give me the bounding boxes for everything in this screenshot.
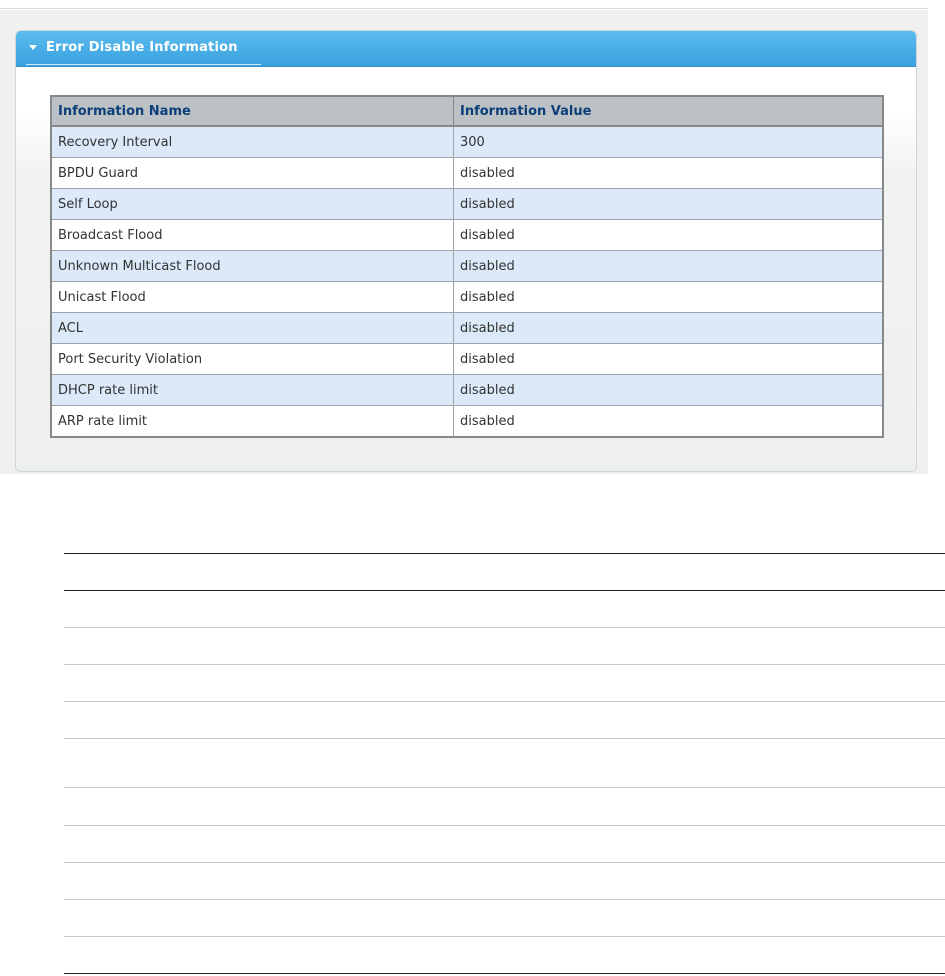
panel-title-underline: [26, 64, 261, 65]
rule-line: [64, 664, 945, 665]
info-name-cell: ACL: [51, 313, 454, 344]
rule-line: [64, 738, 945, 739]
panel-title: Error Disable Information: [46, 40, 238, 55]
column-header-name: Information Name: [51, 96, 454, 126]
table-row: [51, 158, 883, 189]
content-area: [0, 10, 928, 474]
info-name-cell: Unknown Multicast Flood: [51, 251, 454, 282]
table-row: [51, 220, 883, 251]
info-value-cell: disabled: [454, 344, 884, 375]
table-row: [51, 126, 883, 158]
rule-line: [64, 627, 945, 628]
info-value-cell: disabled: [454, 189, 884, 220]
rule-line: [64, 936, 945, 937]
info-name-cell: Broadcast Flood: [51, 220, 454, 251]
rule-line: [64, 590, 945, 591]
table-header-row: [51, 96, 883, 126]
rule-line: [64, 701, 945, 702]
info-value-cell: disabled: [454, 406, 884, 438]
info-value-cell: disabled: [454, 251, 884, 282]
info-value-cell: disabled: [454, 282, 884, 313]
table-row: [51, 251, 883, 282]
info-value-cell: disabled: [454, 220, 884, 251]
panel-header[interactable]: [16, 31, 916, 67]
table-row: [51, 344, 883, 375]
info-value-cell: disabled: [454, 375, 884, 406]
table-row: [51, 375, 883, 406]
info-name-cell: DHCP rate limit: [51, 375, 454, 406]
table-row: [51, 189, 883, 220]
info-value-cell: disabled: [454, 158, 884, 189]
error-disable-panel: [15, 30, 917, 472]
error-disable-table: [50, 95, 884, 438]
info-name-cell: Port Security Violation: [51, 344, 454, 375]
caret-down-icon[interactable]: [29, 45, 37, 50]
column-header-value: Information Value: [454, 96, 884, 126]
rule-line: [64, 973, 945, 974]
top-divider: [0, 8, 928, 9]
info-name-cell: Recovery Interval: [51, 126, 454, 158]
table-row: [51, 282, 883, 313]
rule-line: [64, 787, 945, 788]
table-row: [51, 406, 883, 438]
info-name-cell: BPDU Guard: [51, 158, 454, 189]
rule-line: [64, 825, 945, 826]
info-name-cell: Unicast Flood: [51, 282, 454, 313]
table-row: [51, 313, 883, 344]
info-value-cell: 300: [454, 126, 884, 158]
info-name-cell: Self Loop: [51, 189, 454, 220]
info-name-cell: ARP rate limit: [51, 406, 454, 438]
rule-line: [64, 899, 945, 900]
info-value-cell: disabled: [454, 313, 884, 344]
rule-line: [64, 862, 945, 863]
rule-line: [64, 553, 945, 554]
